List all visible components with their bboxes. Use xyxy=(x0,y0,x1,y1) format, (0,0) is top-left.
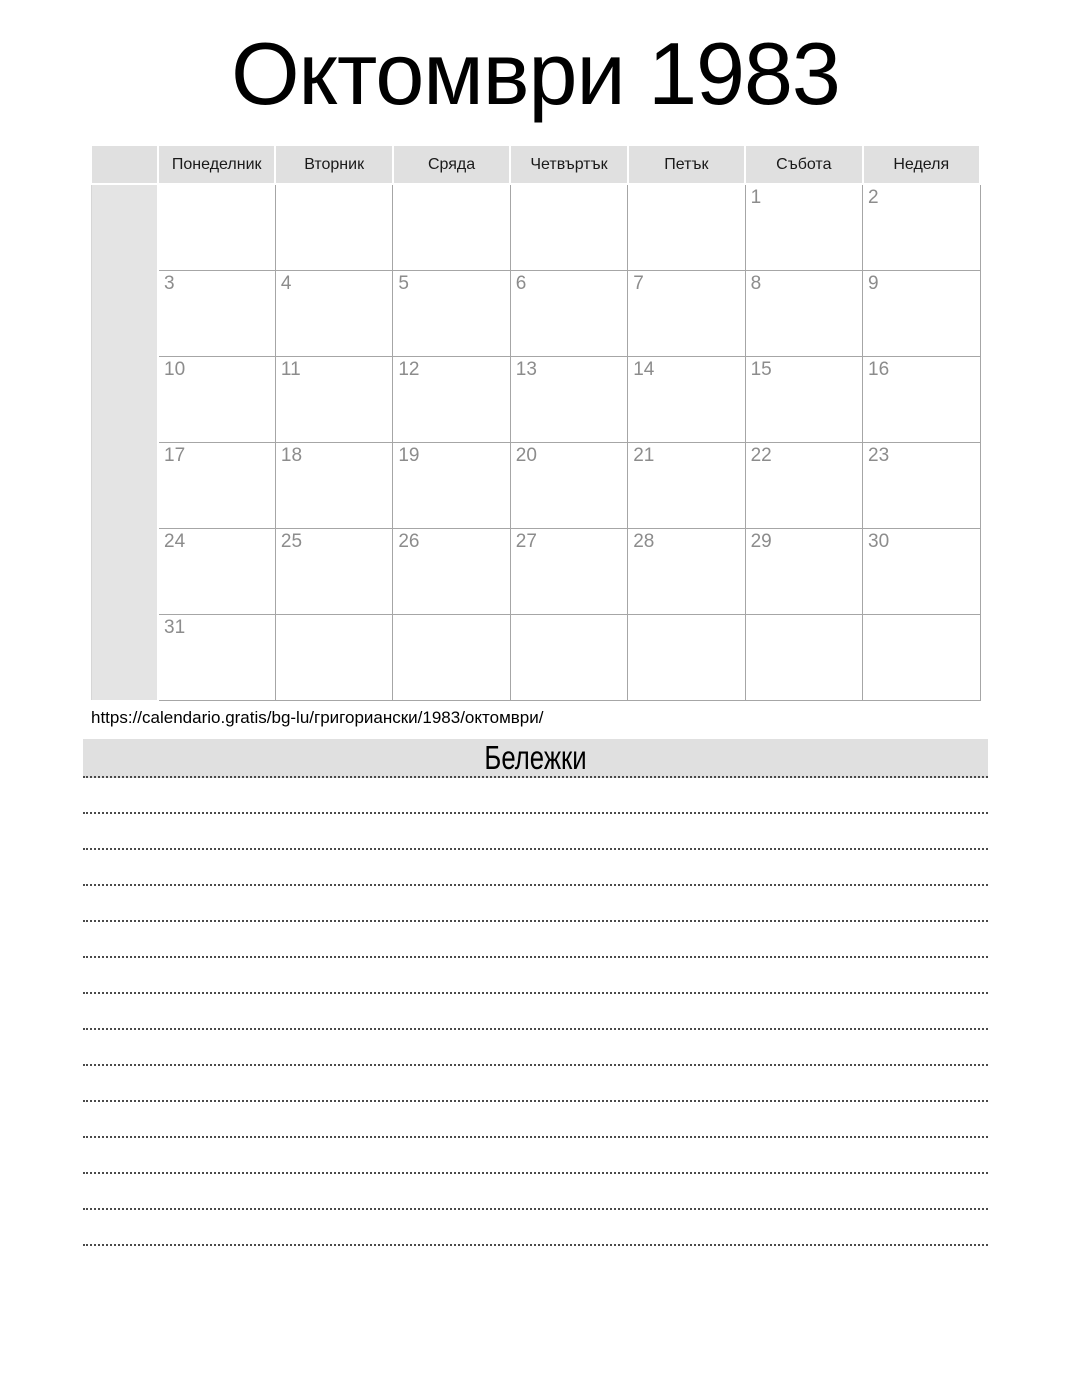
note-line xyxy=(83,922,988,958)
day-cell: 20 xyxy=(510,443,627,529)
day-cell: 10 xyxy=(158,357,275,443)
note-line xyxy=(83,1210,988,1246)
day-cell: 13 xyxy=(510,357,627,443)
note-line xyxy=(83,1174,988,1210)
week-row xyxy=(91,615,980,701)
page-title: Октомври 1983 xyxy=(231,24,840,123)
day-cell: 19 xyxy=(393,443,510,529)
day-cell: 6 xyxy=(510,271,627,357)
day-cell xyxy=(275,184,392,271)
day-cell: 25 xyxy=(275,529,392,615)
day-cell: 4 xyxy=(275,271,392,357)
day-cell xyxy=(510,184,627,271)
calendar-table xyxy=(90,144,981,702)
day-cell: 23 xyxy=(863,443,980,529)
note-line xyxy=(83,1138,988,1174)
weekday-header: Сряда xyxy=(393,145,510,184)
day-cell: 31 xyxy=(158,615,275,701)
note-line xyxy=(83,778,988,814)
day-cell: 3 xyxy=(158,271,275,357)
day-cell xyxy=(628,615,745,701)
day-cell: 7 xyxy=(628,271,745,357)
day-cell: 2 xyxy=(863,184,980,271)
notes-header xyxy=(83,739,988,778)
day-cell: 15 xyxy=(745,357,862,443)
day-cell xyxy=(393,184,510,271)
weekday-header: Събота xyxy=(745,145,862,184)
day-cell: 18 xyxy=(275,443,392,529)
day-cell: 30 xyxy=(863,529,980,615)
note-line xyxy=(83,994,988,1030)
day-cell: 27 xyxy=(510,529,627,615)
note-line xyxy=(83,958,988,994)
day-cell: 8 xyxy=(745,271,862,357)
note-line xyxy=(83,850,988,886)
weekday-header-row xyxy=(91,145,980,184)
note-line xyxy=(83,1030,988,1066)
weekday-header: Неделя xyxy=(863,145,980,184)
calendar-body xyxy=(91,184,980,701)
day-cell: 24 xyxy=(158,529,275,615)
weekday-header: Вторник xyxy=(275,145,392,184)
day-cell xyxy=(393,615,510,701)
day-cell xyxy=(158,184,275,271)
day-cell: 5 xyxy=(393,271,510,357)
notes-lines xyxy=(83,778,988,1246)
day-cell: 11 xyxy=(275,357,392,443)
day-cell: 12 xyxy=(393,357,510,443)
week-row xyxy=(91,529,980,615)
source-url: https://calendario.gratis/bg-lu/григориански/1983/октомври/ xyxy=(91,707,544,727)
day-cell xyxy=(745,615,862,701)
day-cell: 17 xyxy=(158,443,275,529)
day-cell: 22 xyxy=(745,443,862,529)
note-line xyxy=(83,886,988,922)
note-line xyxy=(83,1102,988,1138)
day-cell: 1 xyxy=(745,184,862,271)
week-row xyxy=(91,184,980,271)
corner-cell xyxy=(91,145,158,184)
day-cell: 29 xyxy=(745,529,862,615)
note-line xyxy=(83,814,988,850)
week-row xyxy=(91,443,980,529)
note-line xyxy=(83,1066,988,1102)
day-cell: 16 xyxy=(863,357,980,443)
day-cell: 26 xyxy=(393,529,510,615)
notes-section xyxy=(83,739,988,1246)
day-cell xyxy=(275,615,392,701)
day-cell: 14 xyxy=(628,357,745,443)
week-row xyxy=(91,271,980,357)
day-cell xyxy=(628,184,745,271)
weekday-header: Петък xyxy=(628,145,745,184)
weekday-header: Понеделник xyxy=(158,145,275,184)
notes-title: Бележки xyxy=(484,738,587,776)
side-column xyxy=(91,184,158,701)
day-cell xyxy=(510,615,627,701)
weekday-header: Четвъртък xyxy=(510,145,627,184)
week-row xyxy=(91,357,980,443)
day-cell xyxy=(863,615,980,701)
day-cell: 9 xyxy=(863,271,980,357)
day-cell: 28 xyxy=(628,529,745,615)
day-cell: 21 xyxy=(628,443,745,529)
calendar-container xyxy=(90,144,981,702)
